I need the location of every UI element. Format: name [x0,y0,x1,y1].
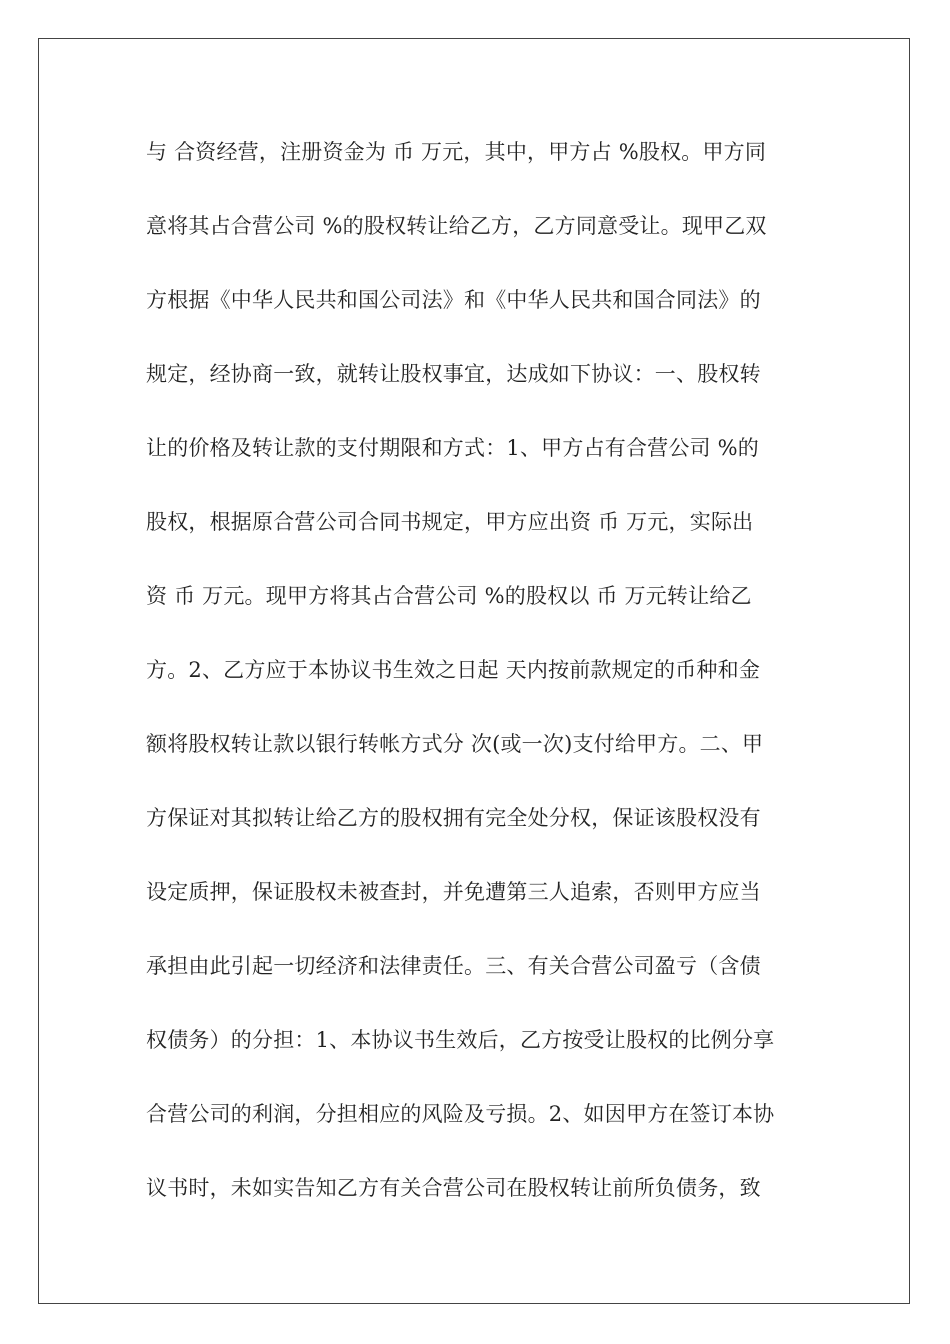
text-line-5: 让的价格及转让款的支付期限和方式：1、甲方占有合营公司 %的 [146,436,759,460]
text-line-7: 资 币 万元。现甲方将其占合营公司 %的股权以 币 万元转让给乙 [146,584,752,608]
text-line-3: 方根据《中华人民共和国公司法》和《中华人民共和国合同法》的 [146,288,761,312]
text-line-13: 权债务）的分担：1、本协议书生效后，乙方按受让股权的比例分享 [146,1028,775,1052]
text-line-8: 方。2、乙方应于本协议书生效之日起 天内按前款规定的币种和金 [146,658,761,682]
text-line-4: 规定，经协商一致，就转让股权事宜，达成如下协议：一、股权转 [146,362,761,386]
text-line-11: 设定质押，保证股权未被查封，并免遭第三人追索，否则甲方应当 [146,880,761,904]
text-line-2: 意将其占合营公司 %的股权转让给乙方，乙方同意受让。现甲乙双 [146,214,767,238]
text-line-12: 承担由此引起一切经济和法律责任。三、有关合营公司盈亏（含债 [146,954,761,978]
text-line-15: 议书时，未如实告知乙方有关合营公司在股权转让前所负债务，致 [146,1176,761,1200]
text-line-10: 方保证对其拟转让给乙方的股权拥有完全处分权，保证该股权没有 [146,806,761,830]
text-line-1: 与 合资经营，注册资金为 币 万元，其中，甲方占 %股权。甲方同 [146,140,767,164]
document-body [146,130,806,1240]
text-line-14: 合营公司的利润，分担相应的风险及亏损。2、如因甲方在签订本协 [146,1102,775,1126]
text-line-6: 股权，根据原合营公司合同书规定，甲方应出资 币 万元，实际出 [146,510,754,534]
text-line-9: 额将股权转让款以银行转帐方式分 次(或一次)支付给甲方。二、甲 [146,732,764,756]
